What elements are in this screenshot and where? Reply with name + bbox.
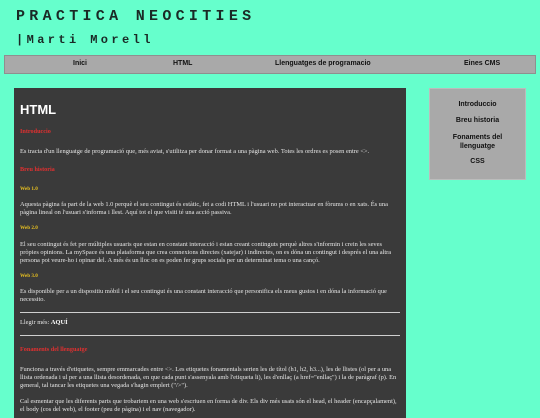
paragraph-introduccio: Es tracta d'un llenguatge de programació que, més aviat, s'utilitza per donar format a una pàgina web. Totes les ordres es posen entre <>. [20, 148, 370, 155]
top-nav [4, 55, 536, 74]
side-item-fonaments[interactable]: Fonaments del llenguatge [452, 134, 503, 150]
section-heading-introduccio: Introduccio [20, 128, 51, 136]
nav-item-llenguatges[interactable]: Llenguatges de programacio [275, 60, 371, 67]
paragraph-fonaments-2: Cal esmentar que les diferents parts que trobariem en una web s'escriuen en forma de div. Els div més usats són el head, el header (encapçalament), el body (cos del web), el footer (peu de pàgina) i el nav (navegador). [20, 398, 397, 413]
page-title: HTML [20, 102, 57, 117]
paragraph-web3: Es disponible per a un dispositiu mòbil i el seu contingut és una constant interacció que personifica els meus gustos i en dóna la informació que necessito. [20, 288, 387, 304]
subheading-web1: Web 1.0 [20, 185, 38, 192]
subheading-web2: Web 2.0 [20, 225, 38, 232]
site-title: PRACTICA NEOCITIES [16, 8, 256, 25]
side-item-breu-historia[interactable]: Breu historia [455, 117, 500, 124]
side-item-css[interactable]: CSS [470, 158, 485, 165]
read-more-label: Llegir més: [20, 319, 50, 327]
paragraph-web1: Aquesta pàgina fa part de la web 1.0 perquè el seu contingut és estàtic, fet a codi HTML i l'usuari no pot interactuar en fòrums o en xats. És una pàgina lineal on l'usuari s'informa i llest. Aquí tot el que visiti té una acció passiva. [20, 201, 388, 217]
paragraph-fonaments-1: Funciona a través d'etiquetes, sempre emmarcades entre <>. Les etiquetes fonamentals serien les de títol (h1, h2, h3...), les de llistes (ol per a una llista ordenada i ul per a una llista desordenada, en que cada punt s'assenyala amb l'etiqueta li), les d'enllaç (a href="enllaç") i la de paràgraf (p). En general, tal tancar les etiquetes una vegada s'hagin emplert ("/>"). [20, 366, 397, 389]
divider [20, 312, 400, 313]
read-more-link[interactable]: AQUÍ [50, 319, 68, 327]
main-content [14, 88, 406, 418]
read-more [20, 319, 400, 327]
nav-item-inici[interactable]: Inici [73, 60, 88, 67]
nav-item-eines-cms[interactable]: Eines CMS [464, 60, 501, 67]
section-heading-breu-historia: Breu historia [20, 166, 55, 173]
site-subtitle: |Marti Morell [16, 33, 154, 47]
section-heading-fonaments: Fonaments del llenguatge [20, 346, 88, 354]
side-nav [429, 88, 526, 180]
subheading-web3: Web 3.0 [20, 272, 38, 279]
nav-item-html[interactable]: HTML [173, 60, 193, 67]
paragraph-web2: El seu contingut és fet per múltiples usuaris que estan en constant interacció i estan creant continguts perquè altres s'informin i crein les seves pròpies opinions. La mySpace és una plataforma que crea connexions directes (xatejar) i indirectes, on es dóna un contingut i després el una altra persona pot veure-ho i opinar del. A més és un lloc on es poden fer grups socials per un determinat tema o una cançó. [20, 240, 392, 264]
divider [20, 335, 400, 336]
side-item-introduccio[interactable]: Introduccio [458, 101, 497, 108]
